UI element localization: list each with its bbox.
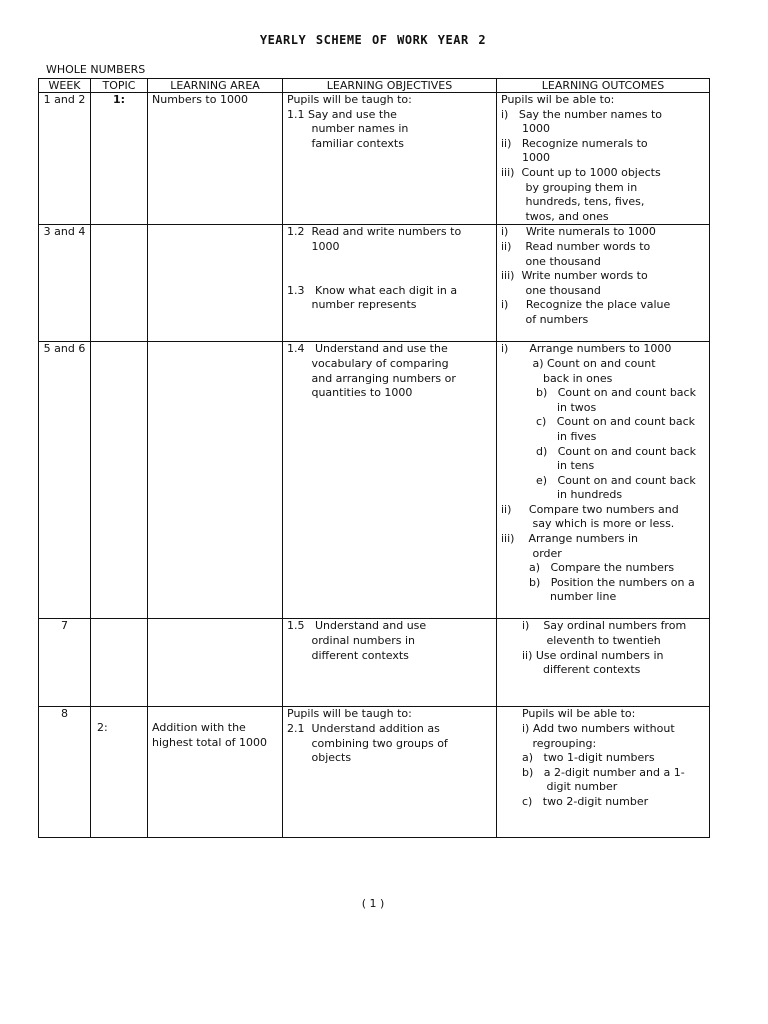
cell-line: i) Write numerals to 1000 [501,225,656,239]
cell-line: eleventh to twentieh [501,633,661,647]
cell-line [287,255,492,270]
learning-objectives-cell [283,93,497,225]
table-row [39,93,710,225]
cell-line: order [501,546,562,560]
cell-line: i) Say the number names to [501,107,663,121]
cell-line: Pupils will be taugh to: [287,707,412,721]
cell-line: iii) Arrange numbers in [501,532,638,546]
learning-area-cell: Addition with the highest total of 1000 [148,707,283,838]
cell-line: number represents [287,298,417,312]
learning-outcomes-cell [497,342,710,619]
cell-line: c) two 2-digit number [501,794,649,808]
table-row [39,707,710,838]
cell-line: 1.1 Say and use the [287,107,397,121]
cell-line: i) Add two numbers without [501,721,675,735]
cell-line: 1000 [501,151,550,165]
cell-line: of numbers [501,312,589,326]
cell-line: different contexts [501,663,641,677]
document-title: YEARLY SCHEME OF WORK YEAR 2 [259,33,487,47]
learning-outcomes-cell [497,707,710,838]
week-cell: 5 and 6 [39,342,91,619]
header-row [39,79,710,93]
topic-cell [91,342,148,619]
learning-objectives-cell [283,342,497,619]
week-cell: 8 [39,707,91,838]
table-row [39,619,710,707]
cell-line: and arranging numbers or [287,371,456,385]
cell-line: c) Count on and count back [501,415,696,429]
cell-line: Pupils wil be able to: [501,707,636,721]
learning-outcomes-cell [497,619,710,707]
learning-area-cell [148,342,283,619]
cell-line: number names in [287,122,409,136]
cell-line: hundreds, tens, fives, [501,195,645,209]
week-cell: 1 and 2 [39,93,91,225]
page-number: ( 1 ) [361,897,385,910]
cell-line: iii) Write number words to [501,269,648,283]
cell-line: different contexts [287,648,409,662]
header-learning-area: LEARNING AREA [148,79,283,93]
learning-objectives-cell [283,225,497,342]
topic-cell [91,619,148,707]
cell-line: regrouping: [501,736,597,750]
cell-line: 1.2 Read and write numbers to [287,225,462,239]
cell-line: combining two groups of [287,736,448,750]
cell-line: e) Count on and count back [501,473,696,487]
cell-line: one thousand [501,283,601,297]
cell-line: by grouping them in [501,180,638,194]
cell-line: in twos [501,400,597,414]
week-cell: 7 [39,619,91,707]
cell-line: i) Say ordinal numbers from [501,619,687,633]
cell-line: b) Position the numbers on a [501,575,695,589]
cell-line: b) Count on and count back [501,386,696,400]
topic-cell [91,225,148,342]
cell-line: 1000 [501,122,550,136]
header-week: WEEK [39,79,91,93]
table-row [39,342,710,619]
cell-line: twos, and ones [501,209,609,223]
learning-area-cell [148,225,283,342]
cell-line: objects [287,751,352,765]
cell-line [287,269,492,284]
cell-line: i) Arrange numbers to 1000 [501,342,672,356]
cell-line: back in ones [501,371,613,385]
cell-line: d) Count on and count back [501,444,696,458]
learning-area-cell [148,619,283,707]
cell-line: familiar contexts [287,136,404,150]
cell-line: vocabulary of comparing [287,356,449,370]
learning-outcomes-cell [497,225,710,342]
cell-line: Pupils will be taugh to: [287,93,412,106]
cell-line: ii) Read number words to [501,239,651,253]
cell-line: in fives [501,429,597,443]
cell-line: ii) Compare two numbers and [501,502,679,516]
cell-line: a) two 1-digit numbers [501,751,655,765]
cell-line: iii) Count up to 1000 objects [501,165,661,179]
header-topic: TOPIC [91,79,148,93]
cell-line: 1000 [287,239,340,253]
cell-line: quantities to 1000 [287,386,413,400]
topic-cell: 2: [91,707,148,838]
cell-line: b) a 2-digit number and a 1- [501,765,685,779]
learning-outcomes-cell [497,93,710,225]
cell-line: digit number [501,780,618,794]
header-learning-outcomes: LEARNING OUTCOMES [497,79,710,93]
cell-line: in tens [501,459,595,473]
section-label: WHOLE NUMBERS [46,63,146,76]
cell-line: ii) Recognize numerals to [501,136,648,150]
scheme-table [38,78,710,838]
cell-line: a) Compare the numbers [501,561,675,575]
cell-line: 1.5 Understand and use [287,619,427,633]
learning-area-cell: Numbers to 1000 [148,93,283,225]
week-cell: 3 and 4 [39,225,91,342]
cell-line: Pupils wil be able to: [501,93,615,106]
cell-line: ordinal numbers in [287,633,416,647]
cell-line: one thousand [501,254,601,268]
learning-objectives-cell [283,707,497,838]
topic-cell: 1: [91,93,148,225]
cell-line: number line [501,590,617,604]
cell-line: a) Count on and count [501,356,656,370]
header-learning-objectives: LEARNING OBJECTIVES [283,79,497,93]
cell-line: ii) Use ordinal numbers in [501,648,664,662]
cell-line: 2.1 Understand addition as [287,721,440,735]
table-row [39,225,710,342]
cell-line: 1.3 Know what each digit in a [287,283,458,297]
learning-objectives-cell [283,619,497,707]
cell-line: 1.4 Understand and use the [287,342,448,356]
cell-line: in hundreds [501,488,623,502]
cell-line: i) Recognize the place value [501,298,671,312]
cell-line: say which is more or less. [501,517,675,531]
